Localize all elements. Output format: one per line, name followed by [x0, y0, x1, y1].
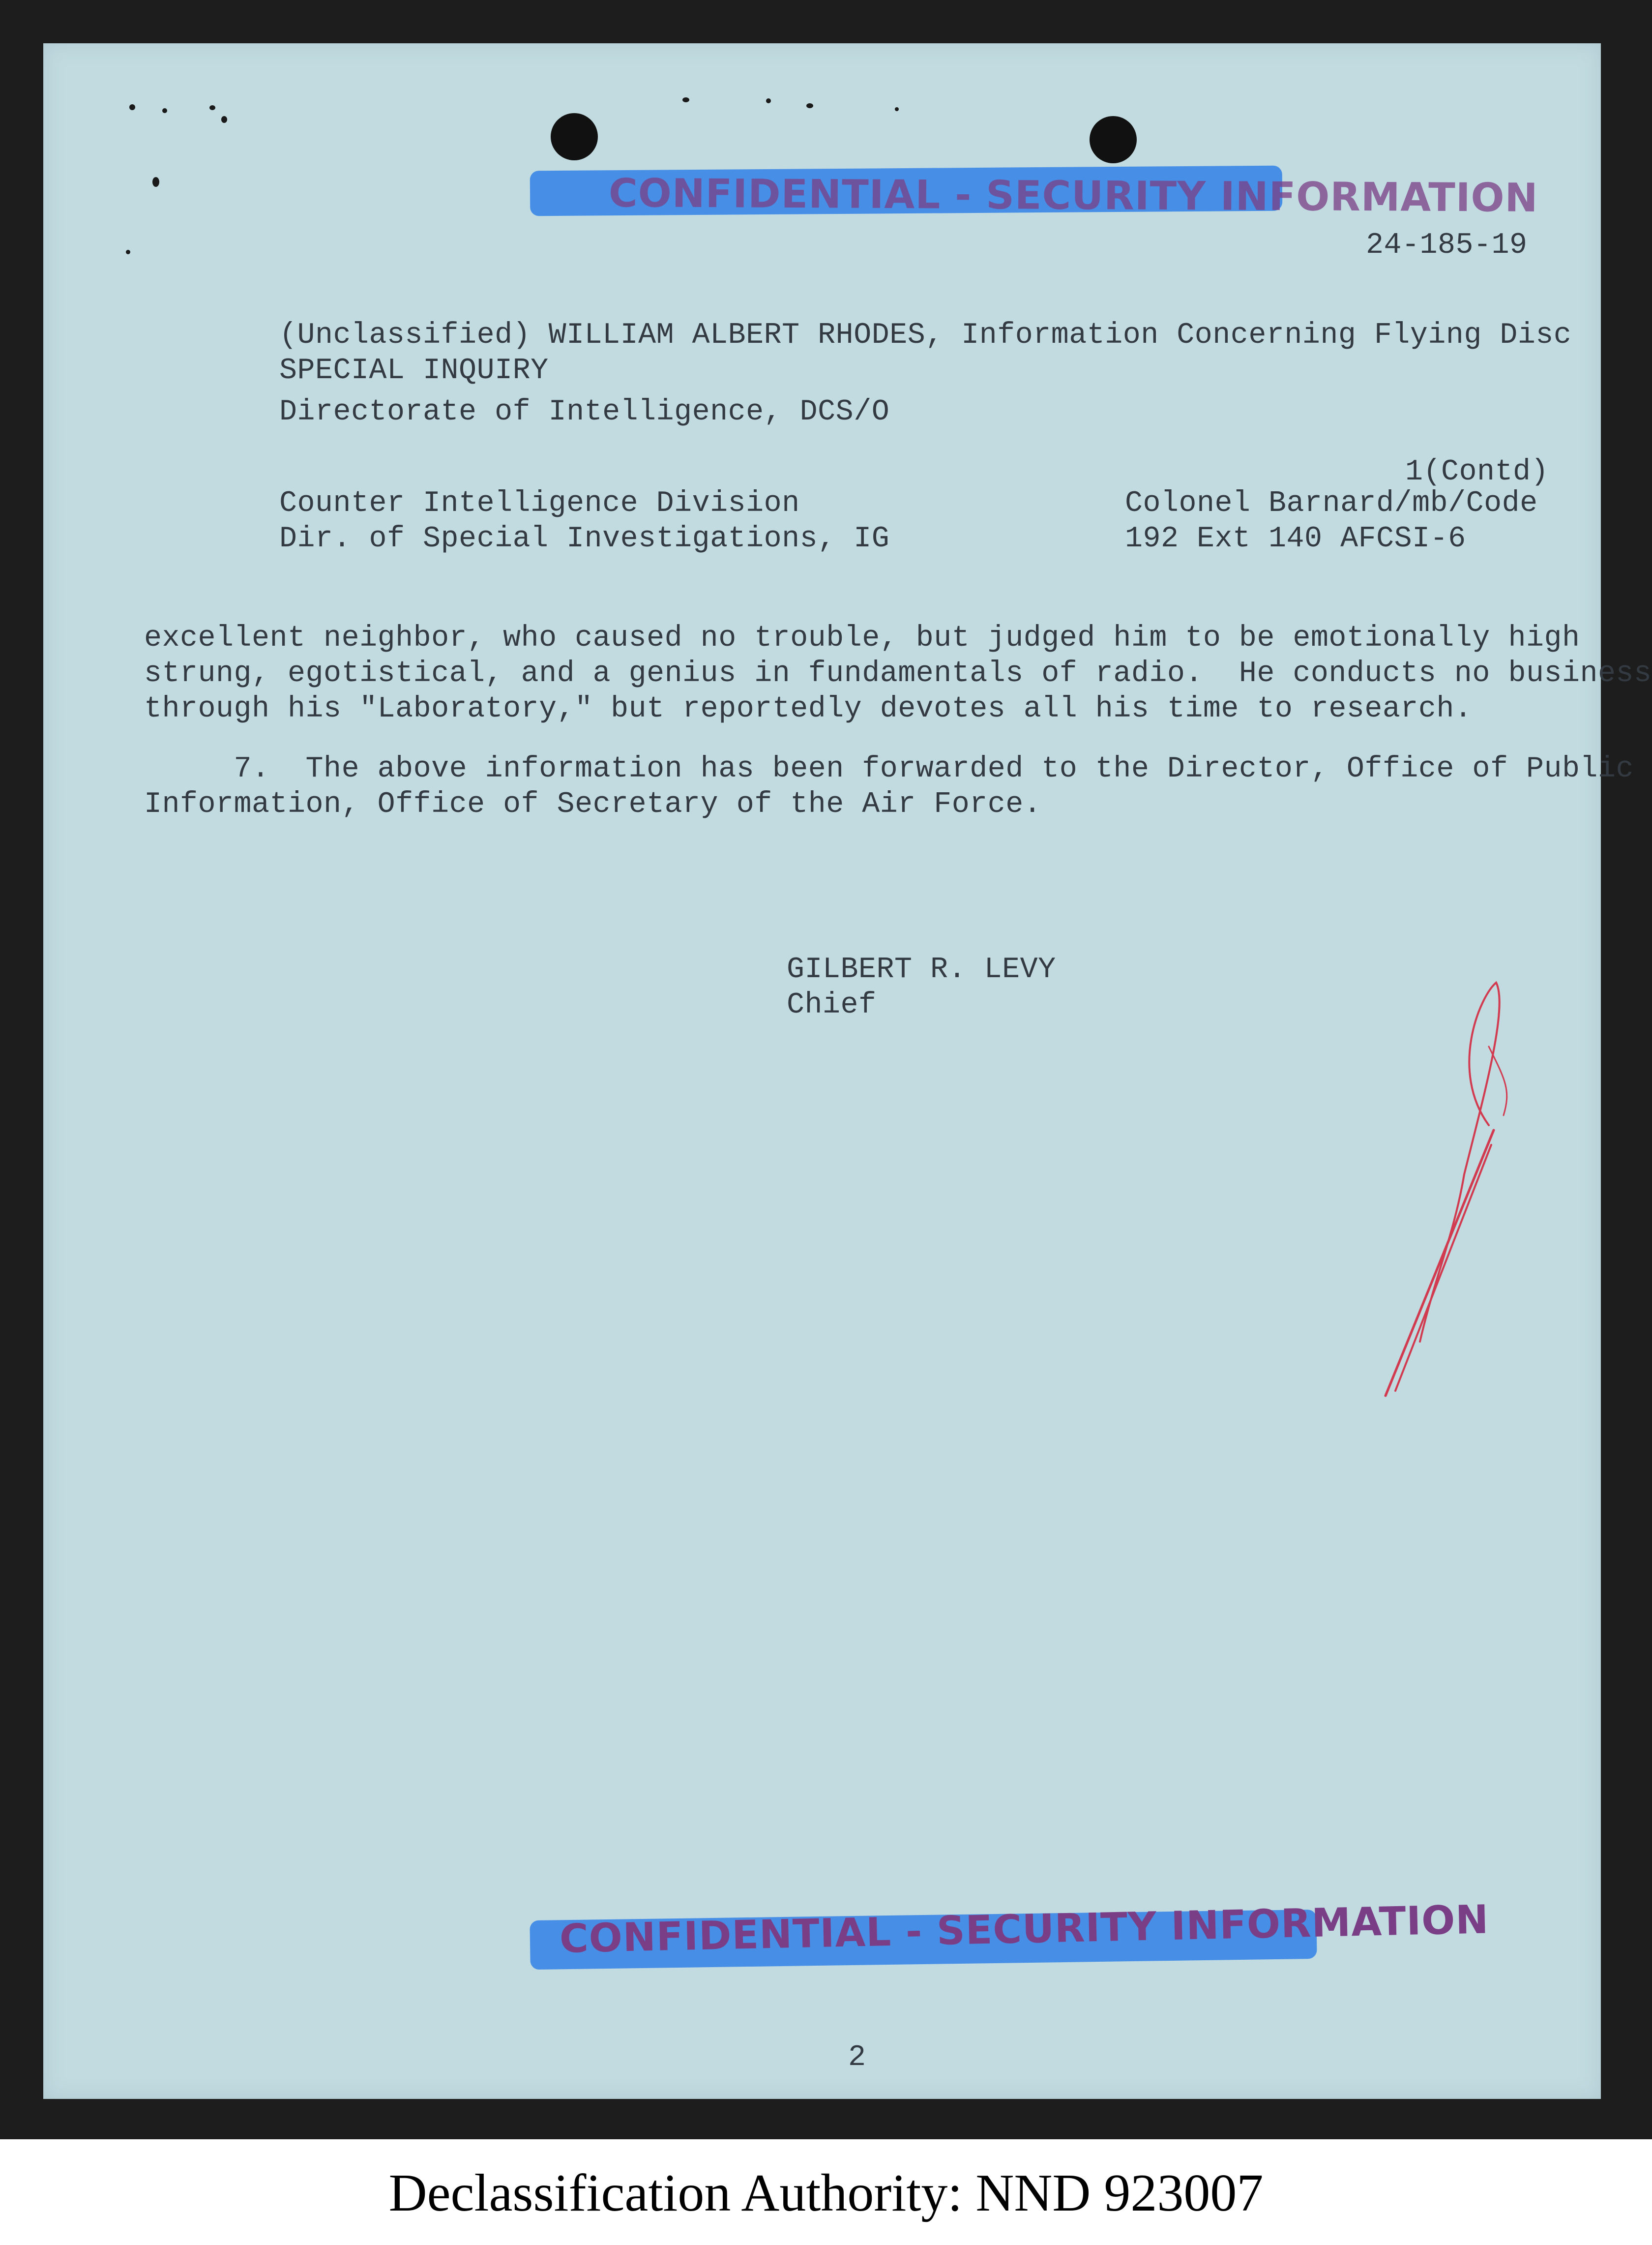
pencil-stroke [1420, 983, 1500, 1342]
red-pencil-mark [1322, 968, 1518, 1410]
paragraph-7-line: Information, Office of Secretary of the Air Force. [144, 788, 1042, 821]
footer [0, 2139, 1652, 2245]
speck [682, 97, 689, 102]
stamp-text: CONFIDENTIAL - SECURITY INFORMATION [608, 170, 1538, 221]
page-number: 2 [848, 2041, 866, 2074]
signer-name: GILBERT R. LEVY [787, 953, 1056, 987]
speck [129, 104, 135, 110]
from-line-1: Counter Intelligence Division [279, 487, 800, 520]
confidential-stamp-bottom [530, 1896, 1490, 1976]
subject-line: (Unclassified) WILLIAM ALBERT RHODES, Information Concerning Flying Disc [279, 319, 1572, 352]
punch-hole-right [1090, 116, 1137, 163]
inquiry-type: SPECIAL INQUIRY [279, 354, 549, 388]
speck [221, 116, 227, 123]
speck [162, 108, 167, 113]
pencil-stroke [1395, 1145, 1491, 1391]
confidential-stamp-top [530, 157, 1538, 221]
declassification-authority: Declassification Authority: NND 923007 [388, 2164, 1264, 2222]
signer-title: Chief [787, 988, 877, 1022]
speck [126, 250, 130, 254]
stamp-text: CONFIDENTIAL - SECURITY INFORMATION [559, 1896, 1490, 1962]
contact-line-1: Colonel Barnard/mb/Code [1125, 487, 1538, 520]
speck [766, 98, 771, 103]
speck [806, 103, 813, 108]
speck [895, 107, 899, 111]
contact-line-2: 192 Ext 140 AFCSI-6 [1125, 522, 1466, 556]
speck [209, 105, 215, 110]
paragraph-7-line: 7. The above information has been forwarded to the Director, Office of Public [144, 752, 1634, 786]
continuation-label: 1(Contd) [1405, 455, 1549, 489]
directorate: Directorate of Intelligence, DCS/O [279, 395, 890, 429]
file-number: 24-185-19 [1366, 229, 1528, 262]
from-line-2: Dir. of Special Investigations, IG [279, 522, 890, 556]
pencil-stroke [1386, 1130, 1494, 1396]
document-page [43, 43, 1652, 2099]
body-line: strung, egotistical, and a genius in fundamentals of radio. He conducts no business [144, 657, 1652, 690]
speck [152, 177, 159, 187]
body-line: excellent neighbor, who caused no trouble, but judged him to be emotionally high [144, 622, 1580, 655]
body-line: through his "Laboratory," but reportedly devotes all his time to research. [144, 692, 1473, 726]
punch-hole-left [551, 113, 598, 160]
